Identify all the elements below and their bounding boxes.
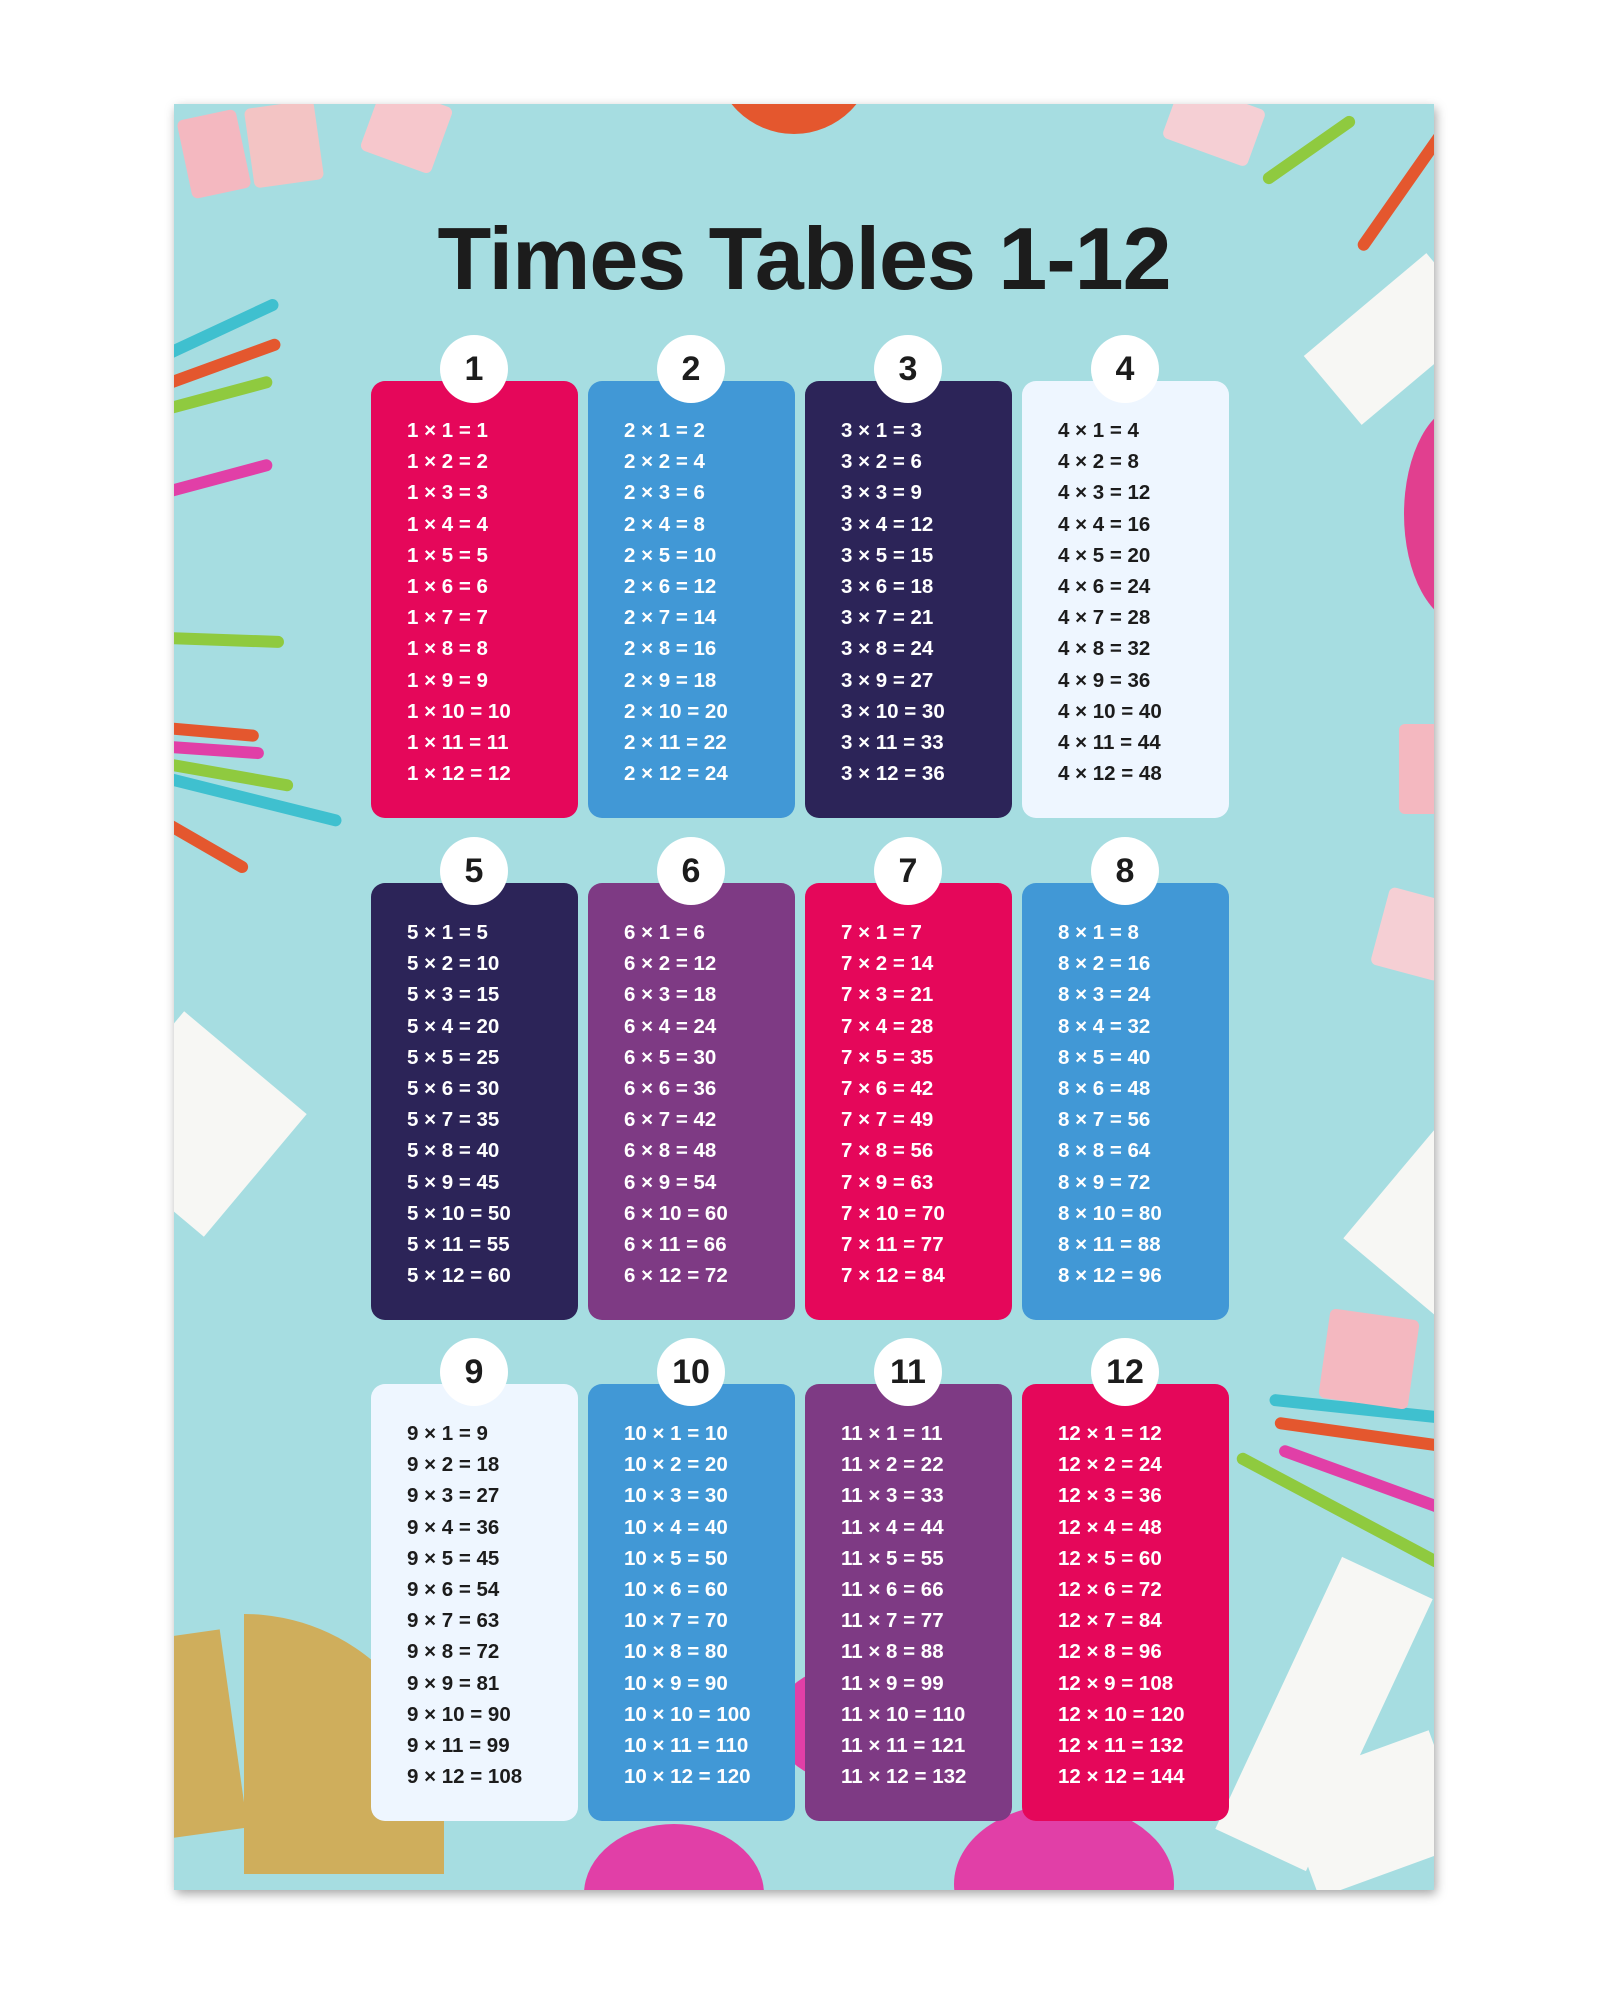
table-row: 3 × 11 = 33 — [841, 731, 944, 755]
table-row: 8 × 7 = 56 — [1058, 1108, 1151, 1132]
table-rows — [407, 1418, 522, 1792]
table-row: 5 × 7 = 35 — [407, 1108, 500, 1132]
table-row: 4 × 7 = 28 — [1058, 606, 1151, 630]
table-row: 6 × 8 = 48 — [624, 1139, 717, 1163]
table-row: 2 × 5 = 10 — [624, 543, 717, 567]
wooden-block-decoration — [1161, 104, 1266, 168]
times-table-card — [1022, 349, 1229, 818]
table-row: 1 × 12 = 12 — [407, 762, 511, 786]
table-row: 1 × 7 = 7 — [407, 606, 488, 630]
table-row: 12 × 11 = 132 — [1058, 1734, 1184, 1758]
table-row: 4 × 10 = 40 — [1058, 699, 1162, 723]
table-row: 2 × 12 = 24 — [624, 762, 728, 786]
table-row: 3 × 6 = 18 — [841, 575, 934, 599]
table-row: 1 × 9 = 9 — [407, 668, 488, 692]
wooden-block-decoration — [1370, 886, 1434, 981]
table-row: 11 × 8 = 88 — [841, 1640, 944, 1664]
table-rows — [407, 415, 511, 789]
table-row: 7 × 6 = 42 — [841, 1077, 934, 1101]
table-row: 2 × 11 = 22 — [624, 731, 727, 755]
table-row: 9 × 7 = 63 — [407, 1609, 500, 1633]
table-row: 4 × 2 = 8 — [1058, 450, 1139, 474]
times-table-card — [805, 1352, 1012, 1821]
table-row: 9 × 3 = 27 — [407, 1484, 500, 1508]
table-row: 4 × 11 = 44 — [1058, 731, 1161, 755]
table-row: 7 × 10 = 70 — [841, 1201, 945, 1225]
table-row: 12 × 1 = 12 — [1058, 1422, 1162, 1445]
table-rows — [624, 415, 728, 789]
table-row: 6 × 6 = 36 — [624, 1077, 717, 1101]
table-row: 3 × 1 = 3 — [841, 419, 922, 442]
table-row: 7 × 7 = 49 — [841, 1108, 934, 1132]
table-row: 5 × 4 = 20 — [407, 1014, 500, 1038]
table-row: 5 × 2 = 10 — [407, 952, 500, 976]
times-table-card — [1022, 851, 1229, 1320]
table-row: 5 × 8 = 40 — [407, 1139, 500, 1163]
table-row: 9 × 5 = 45 — [407, 1546, 500, 1570]
table-row: 3 × 7 = 21 — [841, 606, 934, 630]
times-table-card — [805, 349, 1012, 818]
table-row: 7 × 2 = 14 — [841, 952, 934, 976]
table-row: 2 × 8 = 16 — [624, 637, 717, 661]
stick-decoration — [174, 815, 250, 875]
table-row: 4 × 9 = 36 — [1058, 668, 1151, 692]
table-row: 9 × 2 = 18 — [407, 1453, 500, 1477]
table-row: 11 × 2 = 22 — [841, 1453, 944, 1477]
table-row: 2 × 9 = 18 — [624, 668, 717, 692]
stick-decoration — [174, 632, 284, 648]
table-number-badge: 4 — [1091, 335, 1159, 403]
table-rows — [407, 917, 511, 1291]
table-row: 7 × 8 = 56 — [841, 1139, 934, 1163]
table-row: 1 × 4 = 4 — [407, 512, 488, 536]
table-row: 11 × 9 = 99 — [841, 1671, 944, 1695]
table-row: 7 × 4 = 28 — [841, 1014, 934, 1038]
table-row: 9 × 10 = 90 — [407, 1702, 511, 1726]
table-rows — [1058, 917, 1162, 1291]
times-table-card — [588, 349, 795, 818]
table-number-badge: 12 — [1091, 1338, 1159, 1406]
table-row: 12 × 6 = 72 — [1058, 1578, 1162, 1602]
table-row: 12 × 4 = 48 — [1058, 1515, 1162, 1539]
table-row: 6 × 9 = 54 — [624, 1170, 717, 1194]
stick-decoration — [174, 741, 264, 760]
table-number-badge: 11 — [874, 1338, 942, 1406]
table-row: 11 × 11 = 121 — [841, 1734, 966, 1758]
paper-card-decoration — [174, 1011, 307, 1236]
times-table-card — [805, 851, 1012, 1320]
table-rows — [1058, 415, 1162, 789]
table-row: 11 × 10 = 110 — [841, 1702, 966, 1726]
table-row: 9 × 4 = 36 — [407, 1515, 500, 1539]
wooden-block-decoration — [244, 104, 324, 188]
table-row: 6 × 1 = 6 — [624, 921, 705, 944]
table-row: 5 × 5 = 25 — [407, 1045, 500, 1069]
wooden-block-decoration — [1399, 724, 1434, 814]
paper-card-decoration — [1343, 1123, 1434, 1334]
table-row: 7 × 3 = 21 — [841, 983, 934, 1007]
table-row: 12 × 8 = 96 — [1058, 1640, 1162, 1664]
table-row: 2 × 6 = 12 — [624, 575, 717, 599]
table-row: 8 × 1 = 8 — [1058, 921, 1139, 944]
table-row: 1 × 11 = 11 — [407, 731, 509, 755]
table-row: 12 × 9 = 108 — [1058, 1671, 1174, 1695]
table-row: 5 × 10 = 50 — [407, 1201, 511, 1225]
stick-decoration — [174, 458, 274, 498]
stick-decoration — [174, 722, 259, 742]
table-row: 9 × 8 = 72 — [407, 1640, 500, 1664]
table-row: 6 × 11 = 66 — [624, 1233, 727, 1257]
table-row: 3 × 12 = 36 — [841, 762, 945, 786]
table-row: 7 × 1 = 7 — [841, 921, 922, 944]
table-number-badge: 6 — [657, 837, 725, 905]
table-number-badge: 3 — [874, 335, 942, 403]
table-row: 4 × 5 = 20 — [1058, 543, 1151, 567]
table-row: 12 × 7 = 84 — [1058, 1609, 1162, 1633]
table-row: 11 × 6 = 66 — [841, 1578, 944, 1602]
table-number-badge: 10 — [657, 1338, 725, 1406]
table-row: 10 × 7 = 70 — [624, 1609, 728, 1633]
table-row: 4 × 3 = 12 — [1058, 481, 1151, 505]
table-row: 3 × 10 = 30 — [841, 699, 945, 723]
table-row: 4 × 12 = 48 — [1058, 762, 1162, 786]
table-row: 3 × 8 = 24 — [841, 637, 934, 661]
table-number-badge: 9 — [440, 1338, 508, 1406]
table-row: 2 × 1 = 2 — [624, 419, 705, 442]
table-row: 8 × 11 = 88 — [1058, 1233, 1161, 1257]
disc-decoration — [714, 104, 874, 134]
table-row: 2 × 3 = 6 — [624, 481, 705, 505]
table-row: 4 × 6 = 24 — [1058, 575, 1151, 599]
table-row: 10 × 8 = 80 — [624, 1640, 728, 1664]
table-row: 5 × 11 = 55 — [407, 1233, 510, 1257]
table-row: 2 × 7 = 14 — [624, 606, 717, 630]
table-row: 6 × 12 = 72 — [624, 1264, 728, 1288]
wooden-block-decoration — [359, 104, 453, 175]
table-row: 7 × 5 = 35 — [841, 1045, 934, 1069]
table-row: 12 × 12 = 144 — [1058, 1765, 1185, 1789]
table-row: 12 × 2 = 24 — [1058, 1453, 1162, 1477]
table-row: 7 × 9 = 63 — [841, 1170, 934, 1194]
table-row: 1 × 10 = 10 — [407, 699, 511, 723]
table-row: 3 × 9 = 27 — [841, 668, 934, 692]
table-number-badge: 2 — [657, 335, 725, 403]
table-row: 8 × 10 = 80 — [1058, 1201, 1162, 1225]
table-row: 1 × 6 = 6 — [407, 575, 488, 599]
wooden-block-decoration — [176, 109, 251, 200]
table-row: 11 × 1 = 11 — [841, 1422, 943, 1445]
disc-decoration — [584, 1824, 764, 1890]
table-row: 5 × 6 = 30 — [407, 1077, 500, 1101]
table-row: 10 × 2 = 20 — [624, 1453, 728, 1477]
table-rows — [841, 917, 945, 1291]
times-table-card — [588, 851, 795, 1320]
table-row: 3 × 5 = 15 — [841, 543, 934, 567]
table-row: 12 × 10 = 120 — [1058, 1702, 1185, 1726]
table-row: 9 × 1 = 9 — [407, 1422, 488, 1445]
times-table-card — [588, 1352, 795, 1821]
table-row: 8 × 3 = 24 — [1058, 983, 1151, 1007]
table-number-badge: 7 — [874, 837, 942, 905]
table-row: 1 × 2 = 2 — [407, 450, 488, 474]
table-row: 7 × 11 = 77 — [841, 1233, 944, 1257]
table-row: 10 × 11 = 110 — [624, 1734, 749, 1758]
table-row: 11 × 5 = 55 — [841, 1546, 944, 1570]
wooden-shape-decoration — [174, 1629, 248, 1838]
times-table-card — [371, 851, 578, 1320]
table-row: 10 × 12 = 120 — [624, 1765, 751, 1789]
table-row: 8 × 6 = 48 — [1058, 1077, 1151, 1101]
table-row: 9 × 12 = 108 — [407, 1765, 523, 1789]
page-title: Times Tables 1-12 — [437, 209, 1171, 308]
table-row: 9 × 6 = 54 — [407, 1578, 500, 1602]
table-rows — [624, 1418, 751, 1792]
table-number-badge: 5 — [440, 837, 508, 905]
table-row: 4 × 1 = 4 — [1058, 419, 1139, 442]
table-row: 8 × 8 = 64 — [1058, 1139, 1151, 1163]
disc-decoration — [1404, 404, 1434, 624]
table-row: 9 × 11 = 99 — [407, 1734, 510, 1758]
table-row: 10 × 10 = 100 — [624, 1702, 751, 1726]
times-table-card — [371, 1352, 578, 1821]
table-number-badge: 1 — [440, 335, 508, 403]
table-row: 6 × 2 = 12 — [624, 952, 717, 976]
table-row: 11 × 12 = 132 — [841, 1765, 967, 1789]
table-rows — [841, 415, 945, 789]
table-row: 5 × 9 = 45 — [407, 1170, 500, 1194]
table-row: 4 × 8 = 32 — [1058, 637, 1151, 661]
table-row: 11 × 3 = 33 — [841, 1484, 944, 1508]
stick-decoration — [1261, 114, 1358, 187]
table-row: 2 × 4 = 8 — [624, 512, 705, 536]
table-row: 10 × 9 = 90 — [624, 1671, 728, 1695]
table-row: 8 × 2 = 16 — [1058, 952, 1151, 976]
table-row: 8 × 9 = 72 — [1058, 1170, 1151, 1194]
table-row: 5 × 1 = 5 — [407, 921, 488, 944]
table-row: 10 × 4 = 40 — [624, 1515, 728, 1539]
table-row: 10 × 5 = 50 — [624, 1546, 728, 1570]
table-row: 6 × 10 = 60 — [624, 1201, 728, 1225]
table-rows — [1058, 1418, 1185, 1792]
table-rows — [624, 917, 728, 1291]
table-row: 7 × 12 = 84 — [841, 1264, 945, 1288]
table-row: 6 × 3 = 18 — [624, 983, 717, 1007]
table-row: 8 × 5 = 40 — [1058, 1045, 1151, 1069]
table-row: 1 × 1 = 1 — [407, 419, 488, 442]
times-table-card — [371, 349, 578, 818]
times-table-card — [1022, 1352, 1229, 1821]
table-row: 1 × 8 = 8 — [407, 637, 488, 661]
table-row: 10 × 1 = 10 — [624, 1422, 728, 1445]
stick-decoration — [1277, 1444, 1434, 1517]
wooden-block-decoration — [1318, 1308, 1420, 1410]
table-row: 3 × 3 = 9 — [841, 481, 922, 505]
table-row: 12 × 5 = 60 — [1058, 1546, 1162, 1570]
table-row: 10 × 6 = 60 — [624, 1578, 728, 1602]
table-number-badge: 8 — [1091, 837, 1159, 905]
stick-decoration — [1274, 1417, 1434, 1454]
table-row: 12 × 3 = 36 — [1058, 1484, 1162, 1508]
table-row: 8 × 12 = 96 — [1058, 1264, 1162, 1288]
poster — [174, 104, 1434, 1890]
table-row: 3 × 2 = 6 — [841, 450, 922, 474]
table-rows — [841, 1418, 966, 1792]
table-row: 4 × 4 = 16 — [1058, 512, 1151, 536]
table-row: 1 × 3 = 3 — [407, 481, 488, 505]
table-row: 11 × 4 = 44 — [841, 1515, 944, 1539]
table-row: 3 × 4 = 12 — [841, 512, 934, 536]
table-row: 2 × 2 = 4 — [624, 450, 705, 474]
table-row: 5 × 12 = 60 — [407, 1264, 511, 1288]
table-row: 6 × 4 = 24 — [624, 1014, 717, 1038]
table-row: 5 × 3 = 15 — [407, 983, 500, 1007]
table-row: 6 × 5 = 30 — [624, 1045, 717, 1069]
table-row: 8 × 4 = 32 — [1058, 1014, 1151, 1038]
table-row: 6 × 7 = 42 — [624, 1108, 717, 1132]
table-row: 11 × 7 = 77 — [841, 1609, 944, 1633]
table-row: 2 × 10 = 20 — [624, 699, 728, 723]
table-row: 10 × 3 = 30 — [624, 1484, 728, 1508]
table-row: 9 × 9 = 81 — [407, 1671, 500, 1695]
table-row: 1 × 5 = 5 — [407, 543, 488, 567]
